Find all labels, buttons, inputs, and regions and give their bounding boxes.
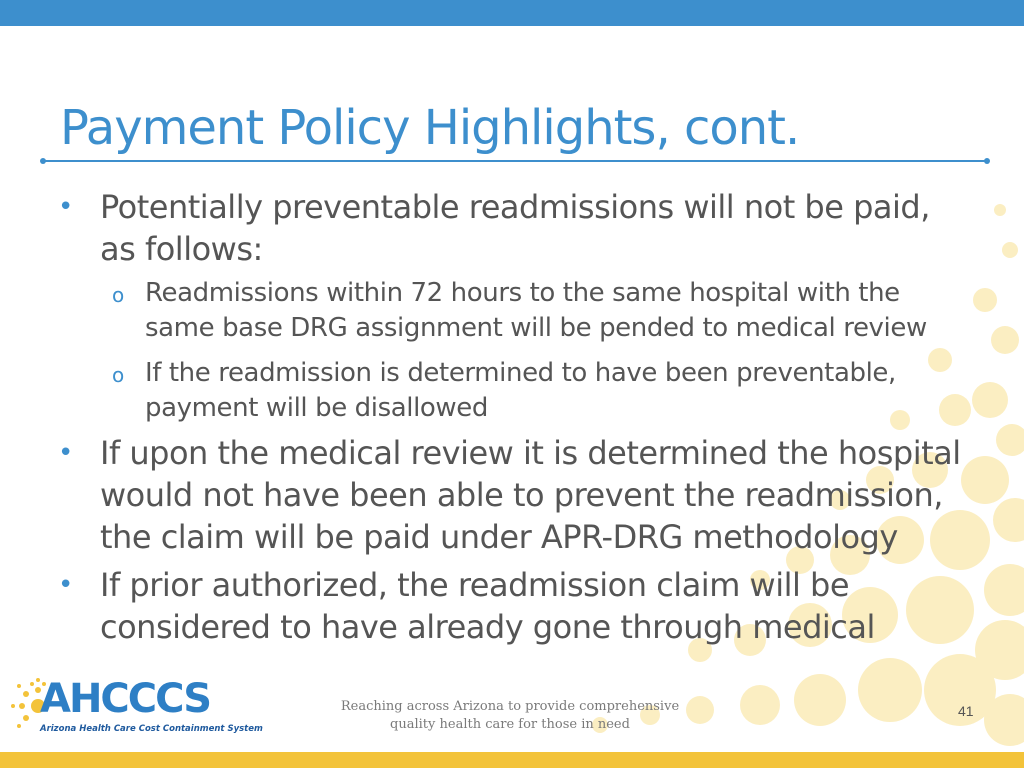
sub-bullet-text: Readmissions within 72 hours to the same hospital with the same base DRG assignment will be pended to medical review bbox=[145, 278, 927, 343]
slide-body bbox=[52, 186, 972, 648]
bullet-marker: • bbox=[58, 438, 73, 468]
bullet-marker: • bbox=[58, 570, 73, 600]
bullet-item bbox=[52, 186, 972, 270]
bullet-item bbox=[52, 432, 972, 558]
sub-bullet-item bbox=[52, 276, 972, 346]
logo-tagline: Arizona Health Care Cost Containment System bbox=[40, 724, 263, 734]
footer-line-1: Reaching across Arizona to provide comprehensive bbox=[340, 699, 680, 714]
sub-bullet-marker: o bbox=[112, 363, 124, 387]
bullet-text: Potentially preventable readmissions will not be paid, as follows: bbox=[100, 188, 930, 268]
page-number: 41 bbox=[958, 703, 974, 719]
sub-bullet-marker: o bbox=[112, 283, 124, 307]
title-divider bbox=[40, 158, 990, 164]
footer-tagline bbox=[330, 698, 690, 734]
slide-title: Payment Policy Highlights, cont. bbox=[60, 100, 800, 156]
footer-line-2: quality health care for those in need bbox=[390, 717, 630, 732]
bottom-bar bbox=[0, 752, 1024, 768]
ahcccs-logo bbox=[8, 672, 263, 742]
bullet-marker: • bbox=[58, 192, 73, 222]
bullet-item bbox=[52, 564, 972, 648]
bullet-text: If upon the medical review it is determined the hospital would not have been able to prevent the readmission, the claim will be paid under APR-DRG methodology bbox=[100, 434, 961, 556]
logo-wordmark: AHCCCS bbox=[40, 676, 211, 722]
sub-bullet-item bbox=[52, 356, 972, 426]
bullet-text: If prior authorized, the readmission claim will be considered to have already gone through medical bbox=[100, 566, 875, 646]
sub-bullet-text: If the readmission is determined to have been preventable, payment will be disallowed bbox=[145, 358, 896, 423]
